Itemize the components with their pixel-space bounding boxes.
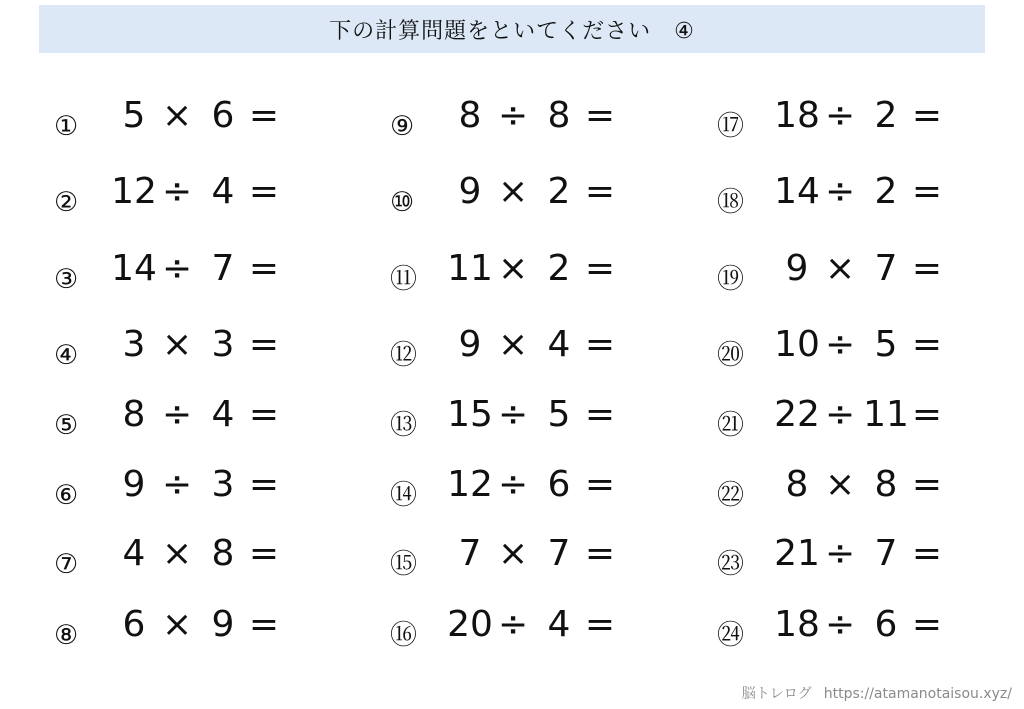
problem-3 [54,245,354,293]
operator: ÷ [162,171,193,212]
left-operand: 10 [774,324,820,365]
left-operand: 12 [447,464,493,505]
problem-number: ⑳ [717,340,744,371]
equals-sign: = [248,171,280,212]
right-operand: 6 [874,604,898,645]
problem-4 [54,321,354,369]
operator: ÷ [162,248,193,289]
left-operand: 12 [111,171,157,212]
problem-number: ⑰ [717,111,744,142]
problem-number: ① [54,111,79,142]
problem-2 [54,168,354,216]
footer-credit [742,683,1012,703]
right-operand: 4 [547,324,571,365]
left-operand: 22 [774,394,820,435]
problem-11 [390,245,690,293]
right-operand: 8 [874,464,898,505]
problem-18 [717,168,1017,216]
left-operand: 14 [774,171,820,212]
problem-6 [54,461,354,509]
problem-8 [54,601,354,649]
left-operand: 18 [774,95,820,136]
right-operand: 7 [211,248,235,289]
operator: × [162,533,193,574]
equals-sign: = [248,95,280,136]
problem-number: ⑥ [54,480,79,511]
equals-sign: = [584,604,616,645]
problem-9 [390,92,690,140]
left-operand: 3 [122,324,146,365]
right-operand: 3 [211,464,235,505]
problem-5 [54,391,354,439]
operator: × [498,171,529,212]
right-operand: 2 [547,248,571,289]
left-operand: 20 [447,604,493,645]
equals-sign: = [911,248,943,289]
right-operand: 7 [874,533,898,574]
equals-sign: = [911,171,943,212]
operator: ÷ [498,604,529,645]
operator: ÷ [498,464,529,505]
equals-sign: = [911,394,943,435]
problem-number: ⑱ [717,187,744,218]
operator: ÷ [825,324,856,365]
equals-sign: = [584,533,616,574]
right-operand: 2 [547,171,571,212]
left-operand: 21 [774,533,820,574]
left-operand: 11 [447,248,493,289]
left-operand: 8 [458,95,482,136]
problem-20 [717,321,1017,369]
operator: × [162,604,193,645]
problem-13 [390,391,690,439]
problem-number: ③ [54,264,79,295]
left-operand: 6 [122,604,146,645]
operator: ÷ [825,171,856,212]
operator: ÷ [825,533,856,574]
operator: ÷ [162,464,193,505]
right-operand: 9 [211,604,235,645]
equals-sign: = [248,248,280,289]
problem-1 [54,92,354,140]
left-operand: 9 [458,324,482,365]
right-operand: 3 [211,324,235,365]
equals-sign: = [584,324,616,365]
problem-number: ⑭ [390,480,417,511]
problem-number: ㉒ [717,480,744,511]
problem-number: ⑬ [390,410,417,441]
right-operand: 6 [547,464,571,505]
equals-sign: = [248,464,280,505]
right-operand: 5 [547,394,571,435]
left-operand: 18 [774,604,820,645]
problem-number: ⑨ [390,111,415,142]
right-operand: 2 [874,171,898,212]
left-operand: 8 [785,464,809,505]
operator: × [498,248,529,289]
equals-sign: = [584,248,616,289]
operator: × [498,324,529,365]
problem-number: ㉑ [717,410,744,441]
left-operand: 9 [122,464,146,505]
problem-number: ⑩ [390,187,415,218]
left-operand: 9 [458,171,482,212]
problem-number: ⑫ [390,340,417,371]
problem-number: ⑧ [54,620,79,651]
equals-sign: = [584,95,616,136]
equals-sign: = [584,394,616,435]
problem-number: ⑪ [390,264,417,295]
problem-24 [717,601,1017,649]
problem-16 [390,601,690,649]
left-operand: 4 [122,533,146,574]
problem-number: ⑦ [54,549,79,580]
worksheet-title: 下の計算問題をといてください ④ [329,18,695,44]
right-operand: 6 [211,95,235,136]
site-brand: 脳トレログ [741,686,812,702]
problem-22 [717,461,1017,509]
operator: × [498,533,529,574]
problem-number: ㉓ [717,549,744,580]
right-operand: 8 [211,533,235,574]
equals-sign: = [911,533,943,574]
left-operand: 7 [458,533,482,574]
operator: ÷ [498,394,529,435]
equals-sign: = [911,604,943,645]
left-operand: 5 [122,95,146,136]
right-operand: 4 [547,604,571,645]
right-operand: 5 [874,324,898,365]
equals-sign: = [584,171,616,212]
problem-number: ⑤ [54,410,79,441]
operator: ÷ [825,95,856,136]
site-url[interactable]: https://atamanotaisou.xyz/ [823,686,1012,702]
right-operand: 11 [863,394,909,435]
operator: ÷ [825,394,856,435]
operator: × [162,95,193,136]
problem-17 [717,92,1017,140]
operator: ÷ [498,95,529,136]
left-operand: 9 [785,248,809,289]
operator: × [825,248,856,289]
right-operand: 8 [547,95,571,136]
equals-sign: = [911,464,943,505]
equals-sign: = [911,324,943,365]
problem-10 [390,168,690,216]
equals-sign: = [911,95,943,136]
right-operand: 2 [874,95,898,136]
left-operand: 8 [122,394,146,435]
problem-23 [717,530,1017,578]
problem-7 [54,530,354,578]
equals-sign: = [584,464,616,505]
operator: ÷ [825,604,856,645]
right-operand: 4 [211,171,235,212]
problem-19 [717,245,1017,293]
problem-14 [390,461,690,509]
right-operand: 7 [547,533,571,574]
right-operand: 4 [211,394,235,435]
problem-number: ⑯ [390,620,417,651]
problem-number: ④ [54,340,79,371]
operator: × [162,324,193,365]
problem-number: ⑲ [717,264,744,295]
operator: × [825,464,856,505]
equals-sign: = [248,604,280,645]
problem-15 [390,530,690,578]
problem-12 [390,321,690,369]
right-operand: 7 [874,248,898,289]
operator: ÷ [162,394,193,435]
problem-number: ⑮ [390,549,417,580]
problem-21 [717,391,1017,439]
problem-number: ② [54,187,79,218]
left-operand: 15 [447,394,493,435]
problem-number: ㉔ [717,620,744,651]
equals-sign: = [248,324,280,365]
left-operand: 14 [111,248,157,289]
equals-sign: = [248,533,280,574]
equals-sign: = [248,394,280,435]
